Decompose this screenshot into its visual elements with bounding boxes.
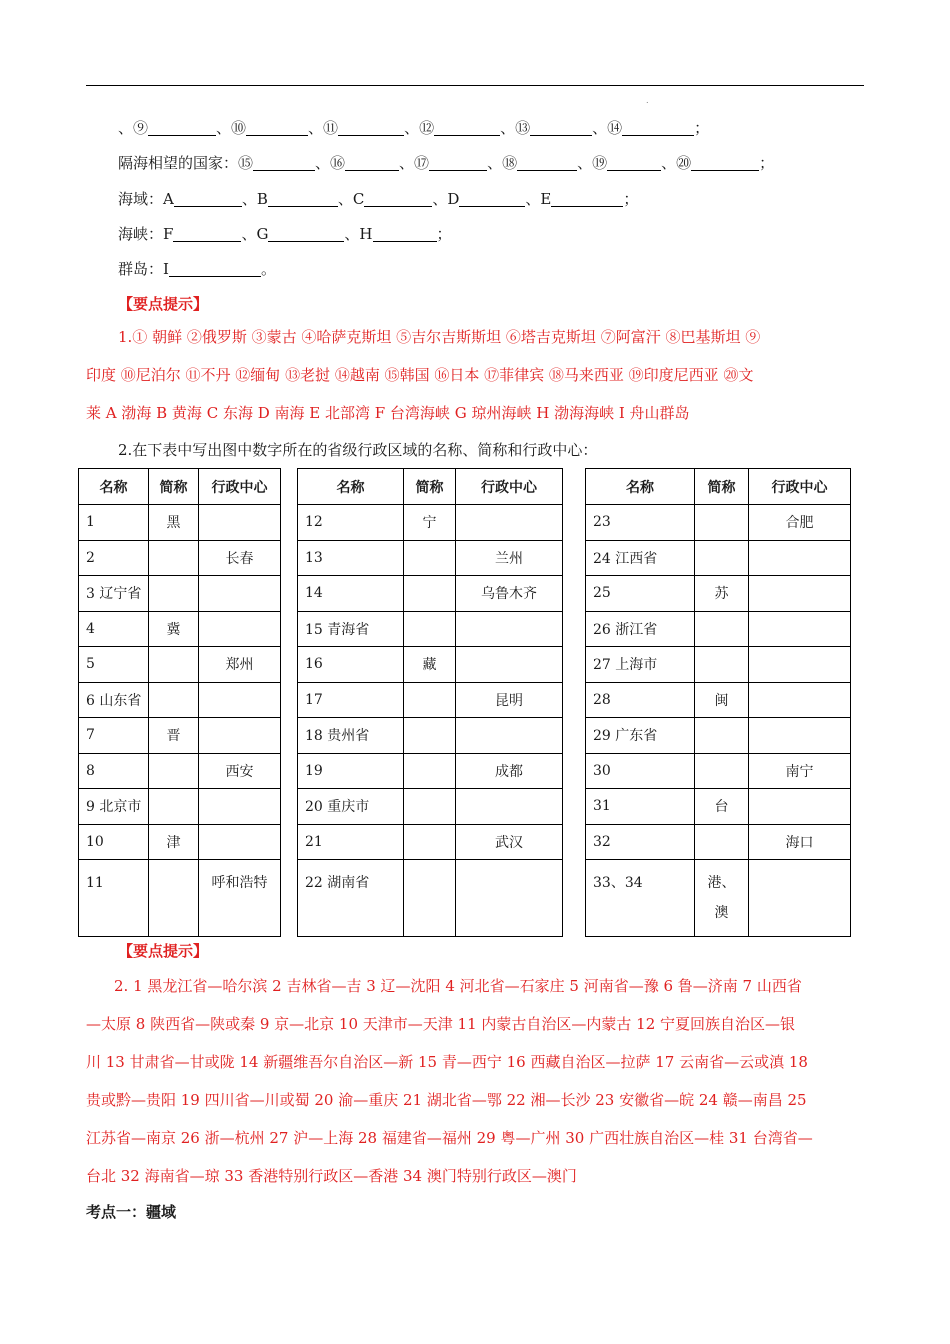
cell-capital[interactable] [456,647,563,683]
cell-capital[interactable] [456,789,563,825]
cell-capital[interactable] [456,611,563,647]
header-abbr: 简称 [695,469,749,505]
cell-abbr: 黑 [149,505,199,541]
fill-label: 、C [337,190,365,208]
cell-abbr: 津 [149,824,199,860]
fill-label: F [163,225,174,243]
table-row [586,860,851,937]
fill-label: 、E [525,190,552,208]
province-table-1 [78,468,281,937]
header-capital: 行政中心 [749,469,851,505]
table-row [298,540,563,576]
hint-line: 台北 32 海南省—琼 33 香港特别行政区—香港 34 澳门特别行政区—澳门 [86,1167,577,1185]
cell-abbr[interactable] [695,753,749,789]
table-row [586,611,851,647]
fill-label: 、⑭ [592,119,623,137]
hint-line: 2. 1 黑龙江省—哈尔滨 2 吉林省—吉 3 辽—沈阳 4 河北省—石家庄 5 河南省—豫 6 鲁—济南 7 山西省 [114,977,802,995]
cell-abbr[interactable] [404,824,456,860]
table-row [298,860,563,937]
fill-label: 、⑬ [500,119,531,137]
cell-name: 28 [586,682,695,718]
cell-abbr: 冀 [149,611,199,647]
cell-capital: 成都 [456,753,563,789]
table-row [298,505,563,541]
table-row [298,576,563,612]
header-rule [86,85,864,86]
table-row [298,682,563,718]
cell-name: 31 [586,789,695,825]
answer-blank[interactable] [345,155,399,171]
header-capital: 行政中心 [199,469,281,505]
question-2: 2.在下表中写出图中数字所在的省级行政区域的名称、简称和行政中心： [118,441,598,459]
cell-name: 7 [79,718,149,754]
cell-capital[interactable] [749,540,851,576]
cell-name: 14 [298,576,404,612]
cell-capital[interactable] [199,682,281,718]
table-row [586,718,851,754]
table-row [79,505,281,541]
answer-blank[interactable] [459,191,525,207]
table-row [586,505,851,541]
cell-capital: 合肥 [749,505,851,541]
table-row [79,824,281,860]
table-row [79,753,281,789]
answer-blank[interactable] [373,226,437,242]
cell-abbr[interactable] [404,753,456,789]
table-row [79,789,281,825]
cell-capital[interactable] [456,718,563,754]
fill-end: ； [759,154,775,172]
header-abbr: 简称 [404,469,456,505]
cell-abbr: 港、澳 [695,860,749,937]
header-abbr: 简称 [149,469,199,505]
cell-abbr[interactable] [149,647,199,683]
answer-blank[interactable] [174,191,242,207]
cell-name: 4 [79,611,149,647]
cell-capital[interactable] [199,824,281,860]
fill-label: ⑨ [133,119,149,137]
fill-lead: 、 [118,119,134,137]
fill-label: 、⑳ [661,154,692,172]
answer-blank[interactable] [607,155,661,171]
cell-name: 16 [298,647,404,683]
answer-blank[interactable] [268,191,338,207]
cell-abbr: 宁 [404,505,456,541]
answer-blank[interactable] [169,261,261,277]
fill-end: ； [436,225,452,243]
cell-capital: 郑州 [199,647,281,683]
cell-abbr[interactable] [695,611,749,647]
cell-capital[interactable] [456,505,563,541]
cell-name: 22 湖南省 [298,860,404,937]
hint-line: —太原 8 陕西省—陕或秦 9 京—北京 10 天津市—天津 11 内蒙古自治区—内蒙古 12 宁夏回族自治区—银 [86,1015,796,1033]
cell-capital[interactable] [749,789,851,825]
cell-capital[interactable] [749,647,851,683]
table-row [298,611,563,647]
answer-blank[interactable] [434,120,500,136]
cell-name: 24 江西省 [586,540,695,576]
province-table-2 [297,468,563,937]
fill-label: 、H [344,225,373,243]
answer-blank[interactable] [551,191,623,207]
cell-name: 26 浙江省 [586,611,695,647]
cell-abbr: 台 [695,789,749,825]
cell-capital[interactable] [456,860,563,937]
fill-end: ； [694,119,710,137]
answer-blank[interactable] [691,155,759,171]
cell-capital: 西安 [199,753,281,789]
cell-capital: 呼和浩特 [199,860,281,937]
cell-capital[interactable] [199,718,281,754]
fill-row-overseas-neighbors [118,153,774,173]
fill-end: 。 [260,260,276,278]
cell-name: 30 [586,753,695,789]
cell-capital[interactable] [749,860,851,937]
cell-name: 15 青海省 [298,611,404,647]
hint-line: 江苏省—南京 26 浙—杭州 27 沪—上海 28 福建省—福州 29 粤—广州 30 广西壮族自治区—桂 31 台湾省— [86,1129,813,1147]
cell-capital[interactable] [749,682,851,718]
cell-name: 29 广东省 [586,718,695,754]
answer-blank[interactable] [148,120,216,136]
answer-blank[interactable] [517,155,577,171]
cell-name: 5 [79,647,149,683]
hint-title: 【要点提示】 [118,295,209,313]
cell-abbr[interactable] [404,611,456,647]
hint-line: 1.① 朝鲜 ②俄罗斯 ③蒙古 ④哈萨克斯坦 ⑤吉尔吉斯斯坦 ⑥塔吉克斯坦 ⑦阿富汗 ⑧巴基斯坦 ⑨ [118,328,761,346]
fill-row-label: 海域： [118,190,164,208]
cell-abbr[interactable] [149,753,199,789]
header-name: 名称 [298,469,404,505]
cell-name: 25 [586,576,695,612]
cell-name: 1 [79,505,149,541]
hint-title: 【要点提示】 [118,942,209,960]
table-row [298,824,563,860]
cell-abbr[interactable] [695,647,749,683]
answer-blank[interactable] [173,226,241,242]
cell-name: 20 重庆市 [298,789,404,825]
fill-label: 、⑱ [487,154,518,172]
cell-name: 10 [79,824,149,860]
cell-abbr: 闽 [695,682,749,718]
cell-name: 2 [79,540,149,576]
cell-capital: 海口 [749,824,851,860]
cell-name: 8 [79,753,149,789]
table-row [298,789,563,825]
cell-abbr[interactable] [149,860,199,937]
hint-1-answers [86,318,866,432]
fill-label: 、G [241,225,269,243]
header-name: 名称 [586,469,695,505]
cell-abbr[interactable] [404,682,456,718]
cell-abbr[interactable] [404,789,456,825]
cell-abbr[interactable] [149,682,199,718]
hint-line: 印度 ⑩尼泊尔 ⑪不丹 ⑫缅甸 ⑬老挝 ⑭越南 ⑮韩国 ⑯日本 ⑰菲律宾 ⑱马来西亚 ⑲印度尼西亚 ⑳文 [86,366,754,384]
header-dot: . [646,96,649,105]
cell-capital: 武汉 [456,824,563,860]
cell-capital[interactable] [749,576,851,612]
cell-abbr[interactable] [404,540,456,576]
fill-label: 、⑯ [315,154,346,172]
fill-label: 、⑰ [399,154,430,172]
hint-line: 川 13 甘肃省—甘或陇 14 新疆维吾尔自治区—新 15 青—西宁 16 西藏自治区—拉萨 17 云南省—云或滇 18 [86,1053,808,1071]
cell-abbr: 苏 [695,576,749,612]
fill-row-label: 隔海相望的国家： [118,154,239,172]
table-row [586,753,851,789]
answer-blank[interactable] [364,191,432,207]
cell-name: 13 [298,540,404,576]
cell-name: 19 [298,753,404,789]
table-row [79,576,281,612]
answer-blank[interactable] [530,120,592,136]
cell-abbr[interactable] [149,576,199,612]
cell-abbr[interactable] [695,718,749,754]
cell-name: 21 [298,824,404,860]
header-name: 名称 [79,469,149,505]
cell-abbr[interactable] [149,540,199,576]
fill-end: ； [623,190,639,208]
fill-label: I [163,260,169,278]
hint-line: 贵或黔—贵阳 19 四川省—川或蜀 20 渝—重庆 21 湖北省—鄂 22 湘—长沙 23 安徽省—皖 24 赣—南昌 25 [86,1091,807,1109]
fill-row-label: 海峡： [118,225,164,243]
fill-label: 、⑲ [577,154,608,172]
fill-label: 、B [241,190,268,208]
cell-name: 17 [298,682,404,718]
cell-abbr[interactable] [404,576,456,612]
cell-name: 32 [586,824,695,860]
cell-name: 3 辽宁省 [79,576,149,612]
fill-row-seas [118,189,638,209]
table-row [79,860,281,937]
table-row [586,682,851,718]
cell-abbr[interactable] [404,860,456,937]
cell-capital[interactable] [749,611,851,647]
fill-row-straits [118,224,452,244]
fill-row-countries-continued [118,118,709,138]
cell-capital[interactable] [199,611,281,647]
cell-abbr[interactable] [695,824,749,860]
cell-name: 23 [586,505,695,541]
table-row [586,540,851,576]
cell-abbr: 藏 [404,647,456,683]
cell-capital: 昆明 [456,682,563,718]
fill-label: ⑮ [238,154,254,172]
table-row [586,576,851,612]
table-row [298,647,563,683]
cell-name: 12 [298,505,404,541]
table-row [298,718,563,754]
province-table-3 [585,468,851,937]
cell-capital[interactable] [749,718,851,754]
answer-blank[interactable] [622,120,694,136]
table-row [586,789,851,825]
answer-blank[interactable] [429,155,487,171]
cell-abbr[interactable] [695,505,749,541]
cell-name: 9 北京市 [79,789,149,825]
cell-name: 18 贵州省 [298,718,404,754]
table-row [79,540,281,576]
table-row [79,611,281,647]
answer-blank[interactable] [338,120,404,136]
table-row [79,682,281,718]
fill-label: 、⑫ [404,119,435,137]
table-row [586,824,851,860]
table-row [79,718,281,754]
hint-line: 莱 A 渤海 B 黄海 C 东海 D 南海 E 北部湾 F 台湾海峡 G 琼州海峡 H 渤海海峡 I 舟山群岛 [86,404,690,422]
section-heading: 考点一：疆域 [86,1203,177,1221]
cell-abbr[interactable] [149,789,199,825]
cell-capital: 乌鲁木齐 [456,576,563,612]
fill-row-label: 群岛： [118,260,164,278]
answer-blank[interactable] [246,120,308,136]
cell-name: 6 山东省 [79,682,149,718]
answer-blank[interactable] [268,226,344,242]
cell-capital[interactable] [199,505,281,541]
table-row [79,647,281,683]
cell-name: 27 上海市 [586,647,695,683]
cell-capital[interactable] [199,789,281,825]
cell-abbr: 晋 [149,718,199,754]
fill-row-archipelago [118,259,276,279]
cell-name: 11 [79,860,149,937]
cell-capital[interactable] [199,576,281,612]
hint-2-answers [86,967,866,1195]
cell-name: 33、34 [586,860,695,937]
fill-label: 、D [432,190,460,208]
fill-label: 、⑩ [216,119,247,137]
cell-capital: 兰州 [456,540,563,576]
table-row [586,647,851,683]
cell-abbr[interactable] [404,718,456,754]
header-capital: 行政中心 [456,469,563,505]
fill-label: A [163,190,174,208]
table-row [298,753,563,789]
answer-blank[interactable] [253,155,315,171]
cell-capital: 长春 [199,540,281,576]
fill-label: 、⑪ [308,119,339,137]
cell-capital: 南宁 [749,753,851,789]
cell-abbr[interactable] [695,540,749,576]
